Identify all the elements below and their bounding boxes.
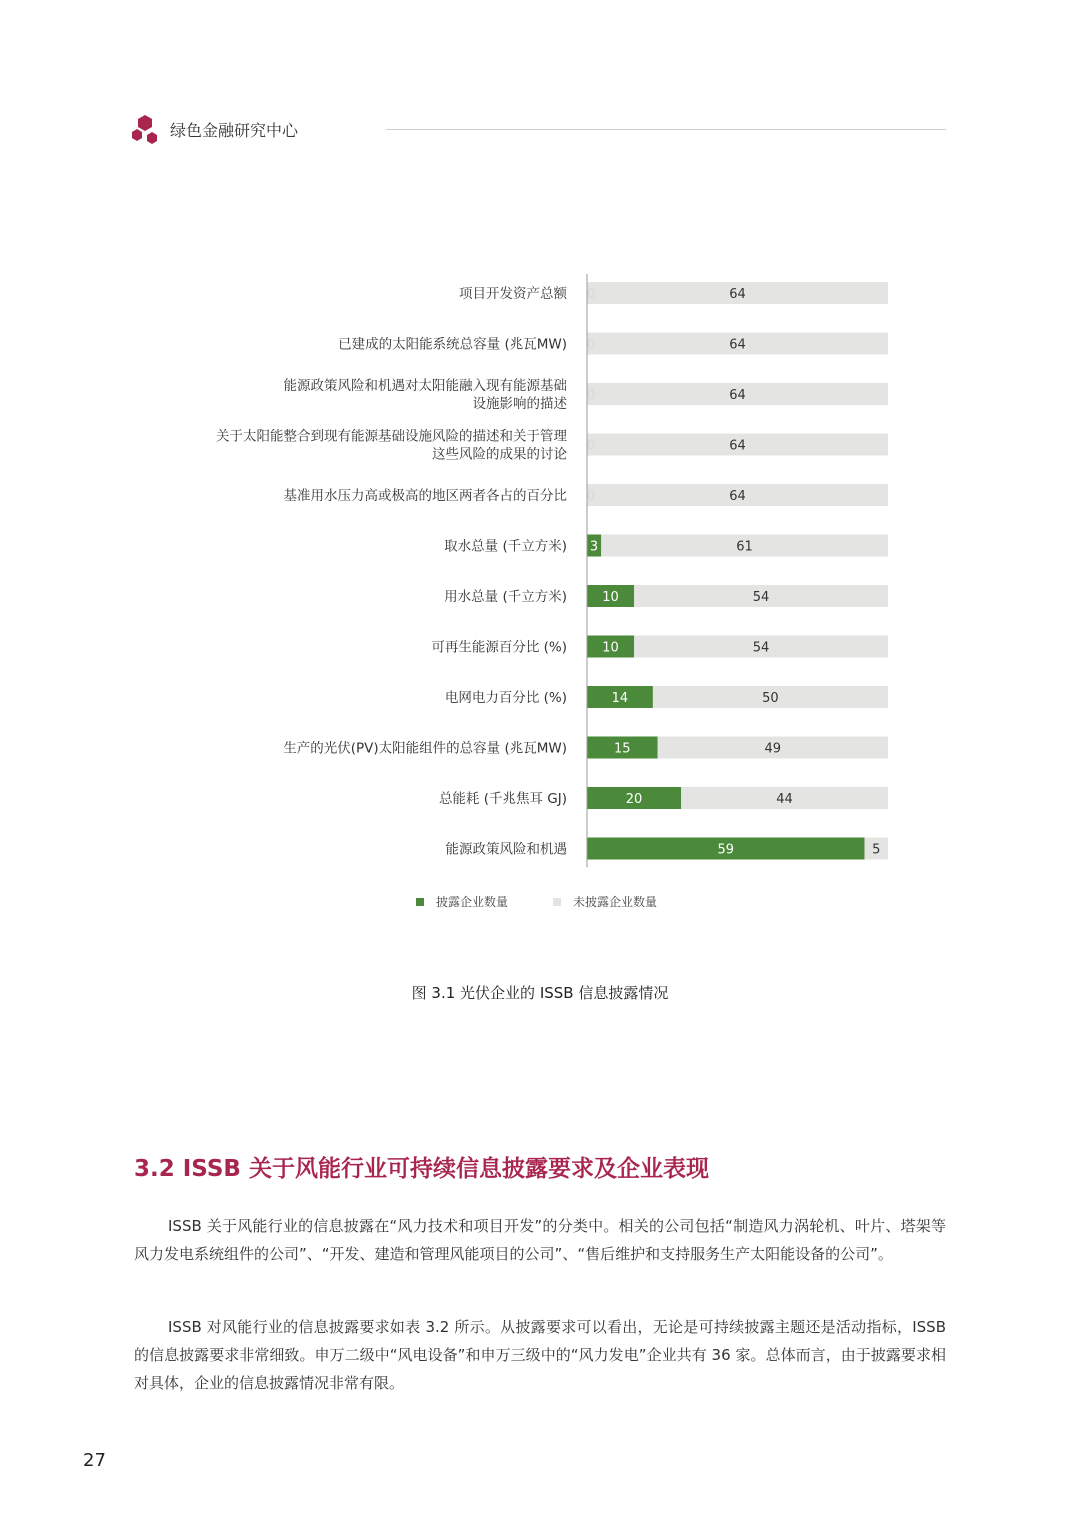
data-label-undisclosed: 50 — [762, 691, 779, 706]
disclosure-bar-chart — [0, 255, 1080, 875]
data-label-disclosed: 15 — [614, 741, 631, 757]
data-label-undisclosed: 61 — [736, 539, 753, 555]
data-label-disclosed: 0 — [586, 337, 596, 353]
header-title: 绿色金融研究中心 — [170, 121, 299, 140]
data-label-undisclosed: 64 — [729, 489, 746, 504]
data-label-undisclosed: 64 — [729, 337, 746, 353]
data-label-disclosed: 14 — [611, 691, 629, 706]
data-label-undisclosed: 64 — [729, 438, 746, 454]
data-label-undisclosed: 64 — [729, 287, 746, 302]
category-label: 关于太阳能整合到现有能源基础设施风险的描述和关于管理 — [216, 428, 567, 445]
legend-item-disclosed — [416, 893, 508, 910]
data-label-undisclosed: 5 — [872, 842, 881, 858]
category-label: 用水总量 (千立方米) — [444, 589, 567, 605]
legend-swatch-undisclosed — [553, 898, 561, 906]
data-label-undisclosed: 64 — [729, 388, 746, 403]
paragraph: ISSB 关于风能行业的信息披露在“风力技术和项目开发”的分类中。相关的公司包括“制造风力涡轮机、叶片、塔架等风力发电系统组件的公司”、“开发、建造和管理风能项目的公司”、“售后维护和支持服务生产太阳能设备的公司”。 — [134, 1217, 946, 1263]
data-label-undisclosed: 54 — [752, 590, 770, 605]
category-label: 能源政策风险和机遇对太阳能融入现有能源基础 — [283, 378, 567, 394]
data-label-disclosed: 10 — [602, 640, 619, 656]
data-label-disclosed: 0 — [586, 287, 596, 302]
data-label-disclosed: 3 — [589, 539, 599, 555]
data-label-disclosed: 0 — [586, 438, 596, 454]
category-label: 可再生能源百分比 (%) — [431, 639, 567, 656]
data-label-disclosed: 0 — [586, 489, 596, 504]
data-label-disclosed: 59 — [717, 842, 735, 858]
header-divider — [386, 129, 946, 130]
category-label: 基准用水压力高或极高的地区两者各占的百分比 — [283, 488, 567, 504]
category-label: 总能耗 (千兆焦耳 GJ) — [438, 791, 567, 807]
page-number: 27 — [83, 1450, 106, 1471]
legend-item-undisclosed — [553, 893, 657, 910]
paragraph: ISSB 对风能行业的信息披露要求如表 3.2 所示。从披露要求可以看出，无论是可持续披露主题还是活动指标，ISSB 的信息披露要求非常细致。申万二级中“风电设备”和申万三级中的“风力发电”企业共有 36 家。总体而言，由于披露要求相对具体，企业的信息披露情况非常有限。 — [134, 1318, 946, 1392]
category-label: 这些风险的成果的讨论 — [432, 446, 567, 463]
category-label: 已建成的太阳能系统总容量 (兆瓦MW) — [338, 336, 567, 353]
category-label: 能源政策风险和机遇 — [445, 841, 567, 858]
category-label: 项目开发资产总额 — [459, 286, 567, 302]
data-label-disclosed: 10 — [602, 590, 619, 605]
data-label-disclosed: 20 — [625, 792, 643, 807]
category-label: 设施影响的描述 — [472, 396, 567, 412]
data-label-undisclosed: 44 — [776, 792, 793, 807]
category-label: 取水总量 (千立方米) — [444, 538, 567, 555]
legend-label-undisclosed: 未披露企业数量 — [573, 895, 658, 909]
legend-swatch-disclosed — [416, 898, 424, 906]
category-label: 生产的光伏(PV)太阳能组件的总容量 (兆瓦MW) — [283, 740, 567, 757]
category-label: 电网电力百分比 (%) — [444, 690, 567, 706]
hexagon-logo-icon — [130, 114, 160, 148]
section-title: 3.2 ISSB 关于风能行业可持续信息披露要求及企业表现 — [134, 1156, 709, 1182]
data-label-undisclosed: 54 — [752, 640, 770, 656]
legend-label-disclosed: 披露企业数量 — [436, 895, 509, 909]
data-label-disclosed: 0 — [586, 388, 596, 403]
data-label-undisclosed: 49 — [764, 741, 782, 757]
figure-caption: 图 3.1 光伏企业的 ISSB 信息披露情况 — [411, 984, 669, 1002]
